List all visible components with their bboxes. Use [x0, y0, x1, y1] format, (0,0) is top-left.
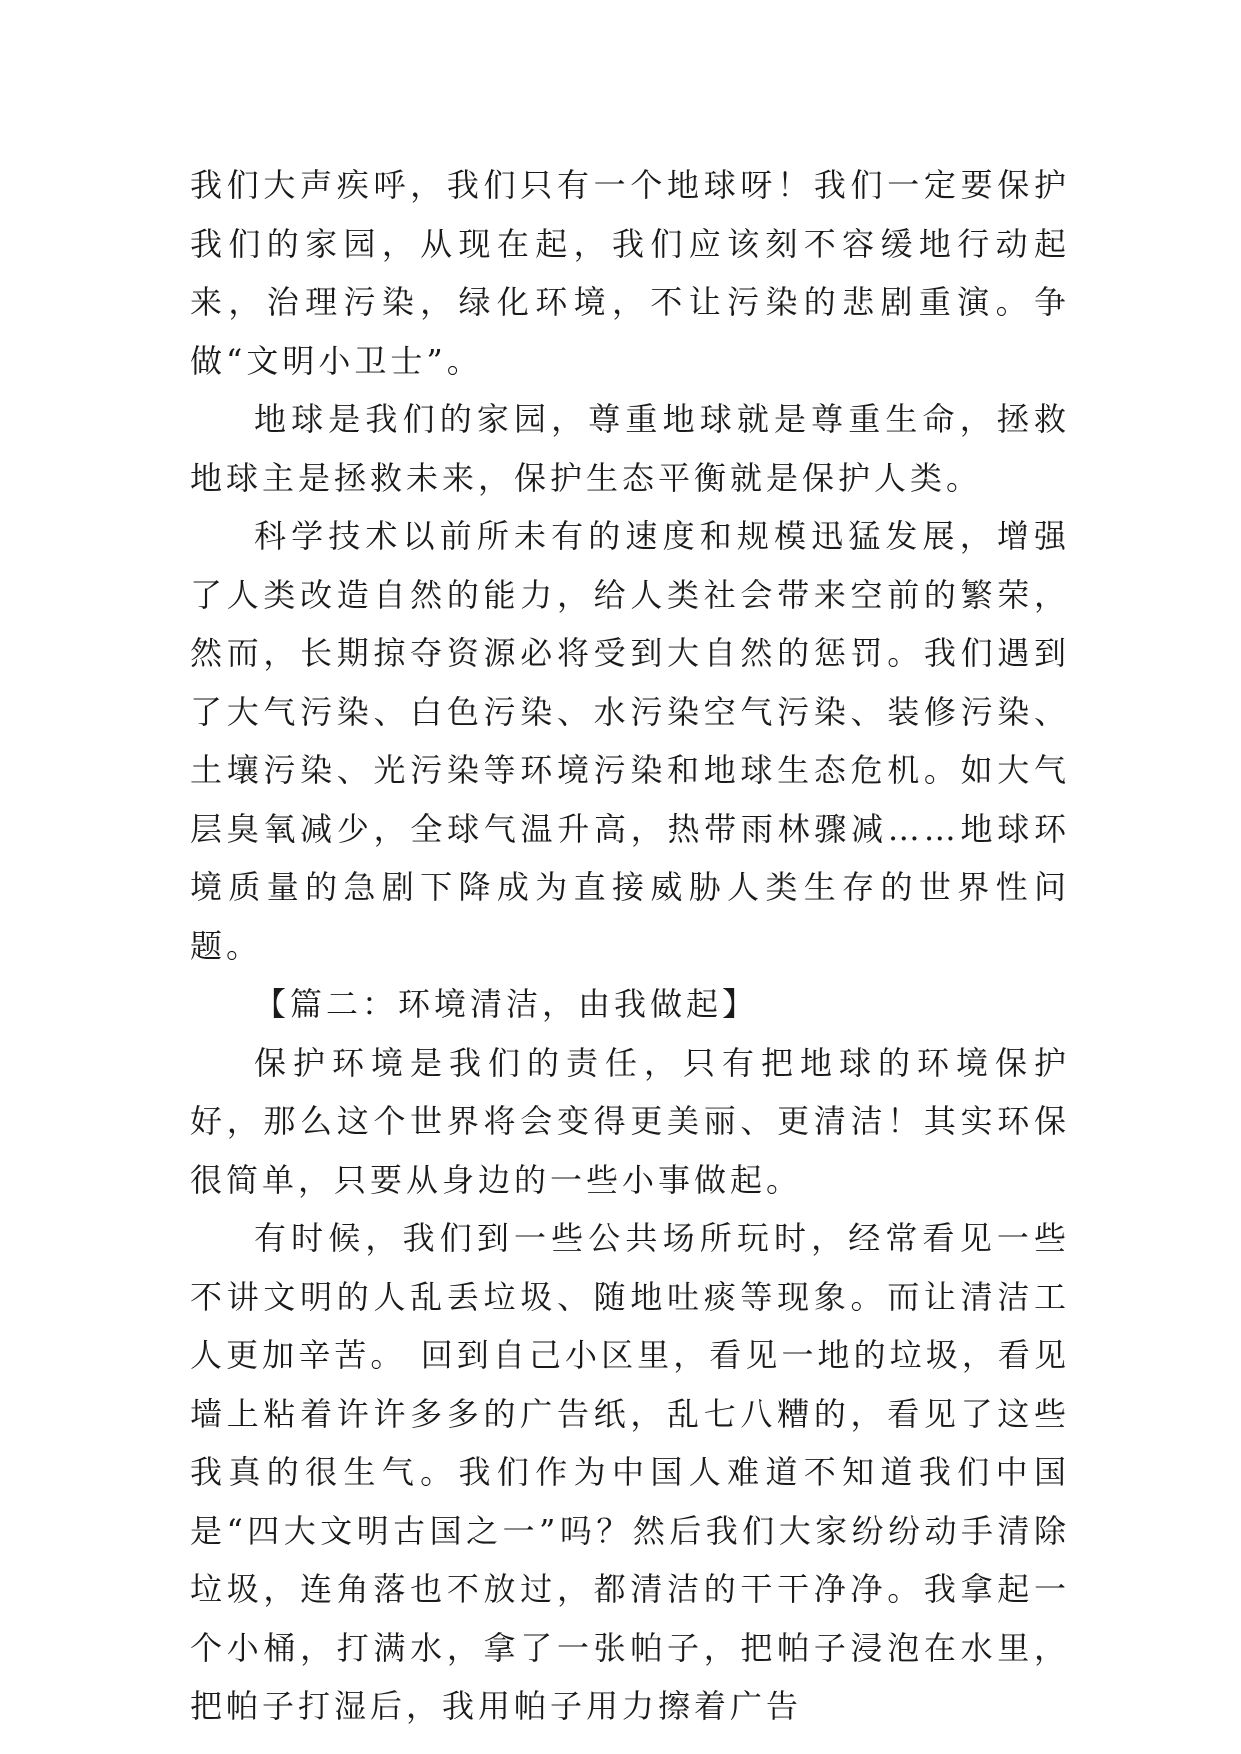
paragraph-call-to-protect: 我们大声疾呼，我们只有一个地球呀！我们一定要保护我们的家园，从现在起，我们应该刻不容缓地行动起来，治理污染，绿化环境，不让污染的悲剧重演。争做“文明小卫士”。	[190, 166, 1070, 380]
paragraph-responsibility: 保护环境是我们的责任，只有把地球的环境保护好，那么这个世界将会变得更美丽、更清洁！其实环保很简单，只要从身边的一些小事做起。	[190, 1043, 1070, 1199]
paragraph-earth-home: 地球是我们的家园，尊重地球就是尊重生命，拯救地球主是拯救未来，保护生态平衡就是保护人类。	[190, 400, 1070, 497]
paragraph-science-pollution: 科学技术以前所未有的速度和规模迅猛发展，增强了人类改造自然的能力，给人类社会带来空前的繁荣，然而，长期掠夺资源必将受到大自然的惩罚。我们遇到了大气污染、白色污染、水污染空气污染、装修污染、土壤污染、光污染等环境污染和地球生态危机。如大气层臭氧减少，全球气温升高，热带雨林骤减……地球环境质量的急剧下降成为直接威胁人类生存的世界性问题。	[190, 517, 1070, 965]
paragraph-public-places: 有时候，我们到一些公共场所玩时，经常看见一些不讲文明的人乱丢垃圾、随地吐痰等现象。而让清洁工人更加辛苦。 回到自己小区里，看见一地的垃圾，看见墙上粘着许许多多的广告纸，乱七八糟的，看见了这些我真的很生气。我们作为中国人难道不知道我们中国是“四大文明古国之一”吗？然后我们大家纷纷动手清除垃圾，连角落也不放过，都清洁的干干净净。我拿起一个小桶，打满水，拿了一张帕子，把帕子浸泡在水里，把帕子打湿后，我用帕子用力擦着广告	[190, 1219, 1070, 1725]
document-body	[190, 156, 1070, 1736]
section-heading: 【篇二：环境清洁，由我做起】	[254, 985, 759, 1023]
